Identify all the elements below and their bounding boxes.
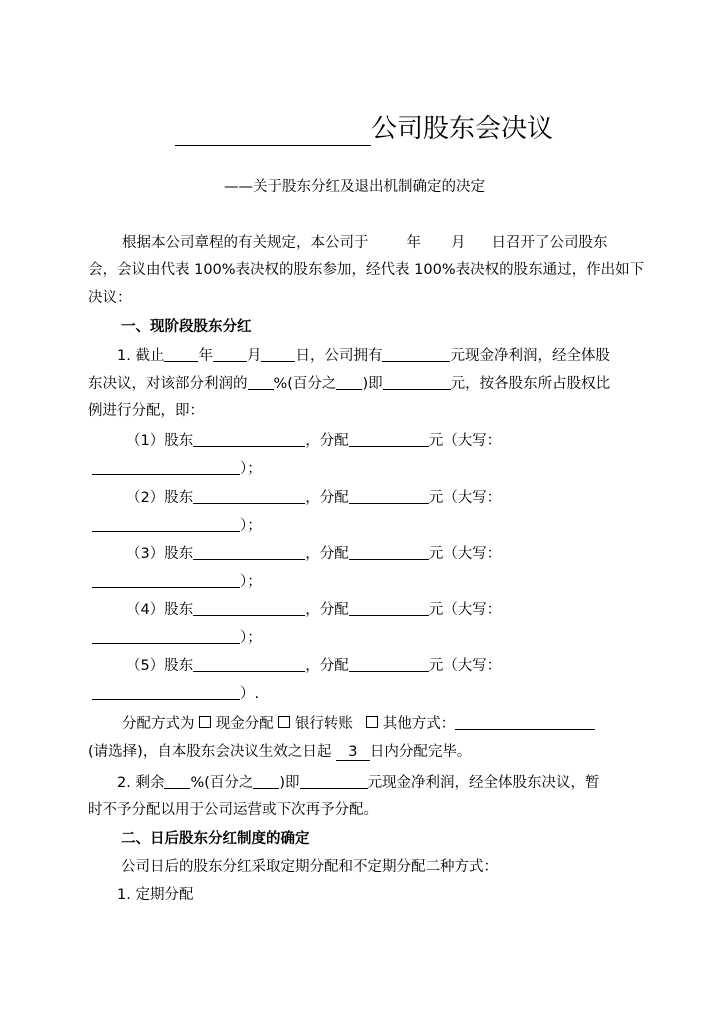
shareholder-4-words: ）； (92, 627, 262, 648)
section2-p1: 公司日后的股东分红采取定期分配和不定期分配二种方式： (121, 859, 498, 875)
intro-line-2: 会，会议由代表 100%表决权的股东参加，经代表 100%表决权的股东通过，作出如下 (88, 262, 645, 278)
title-text: 公司股东会决议 (371, 114, 554, 144)
shareholder-3-line: （3）股东 ，分配 元（大写： (126, 543, 501, 564)
other-method-blank (455, 713, 595, 730)
section1-p2-line1: 2. 剩余 %(百分之 )即 元现金净利润，经全体股东决议，暂 (117, 772, 600, 793)
shareholder-4-name-blank (193, 599, 305, 616)
shareholder-1-line: （1）股东 ，分配 元（大写： (126, 430, 501, 451)
shareholder-2-line: （2）股东 ，分配 元（大写： (126, 487, 501, 508)
shareholder-3-words: ）； (92, 571, 262, 592)
section1-p1-line3: 例进行分配，即： (88, 403, 204, 419)
shareholder-2-name-blank (193, 487, 305, 504)
document-subtitle: ——关于股东分红及退出机制确定的决定 (224, 179, 485, 195)
section1-p2-line2: 时不予分配以用于公司运营或下次再予分配。 (88, 802, 378, 818)
section1-p1-line2: 东决议，对该部分利润的 %(百分之 )即 元，按各股东所占股权比 (88, 373, 610, 394)
company-name-blank (175, 115, 371, 146)
shareholder-5-name-blank (193, 655, 305, 672)
shareholder-1-words: ）； (92, 458, 262, 479)
section1-p1-line1: 1. 截止 年 月 日，公司拥有 元现金净利润，经全体股 (117, 345, 610, 366)
shareholder-4-line: （4）股东 ，分配 元（大写： (126, 599, 501, 620)
shareholder-1-name-blank (193, 430, 305, 447)
shareholder-3-name-blank (193, 543, 305, 560)
section2-heading: 二、日后股东分红制度的确定 (121, 831, 310, 847)
checkbox-cash[interactable] (199, 716, 211, 728)
checkbox-bank-transfer[interactable] (278, 716, 290, 728)
distribution-method-line: 分配方式为 现金分配 银行转账 其他方式： (122, 713, 595, 734)
section2-item1: 1. 定期分配 (117, 887, 194, 903)
intro-line-1: 根据本公司章程的有关规定，本公司于 年 月 日召开了公司股东 (122, 235, 608, 251)
shareholder-2-words: ）； (92, 515, 262, 536)
section1-heading: 一、现阶段股东分红 (121, 319, 252, 335)
distribution-deadline-line: (请选择)，自本股东会决议生效之日起 3 日内分配完毕。 (88, 744, 472, 760)
shareholder-5-words: ）. (92, 683, 259, 704)
intro-line-3: 决议： (88, 290, 132, 306)
shareholder-5-line: （5）股东 ，分配 元（大写： (126, 655, 501, 676)
checkbox-other[interactable] (366, 716, 378, 728)
distribution-days: 3 (336, 744, 370, 761)
document-title (175, 112, 553, 146)
